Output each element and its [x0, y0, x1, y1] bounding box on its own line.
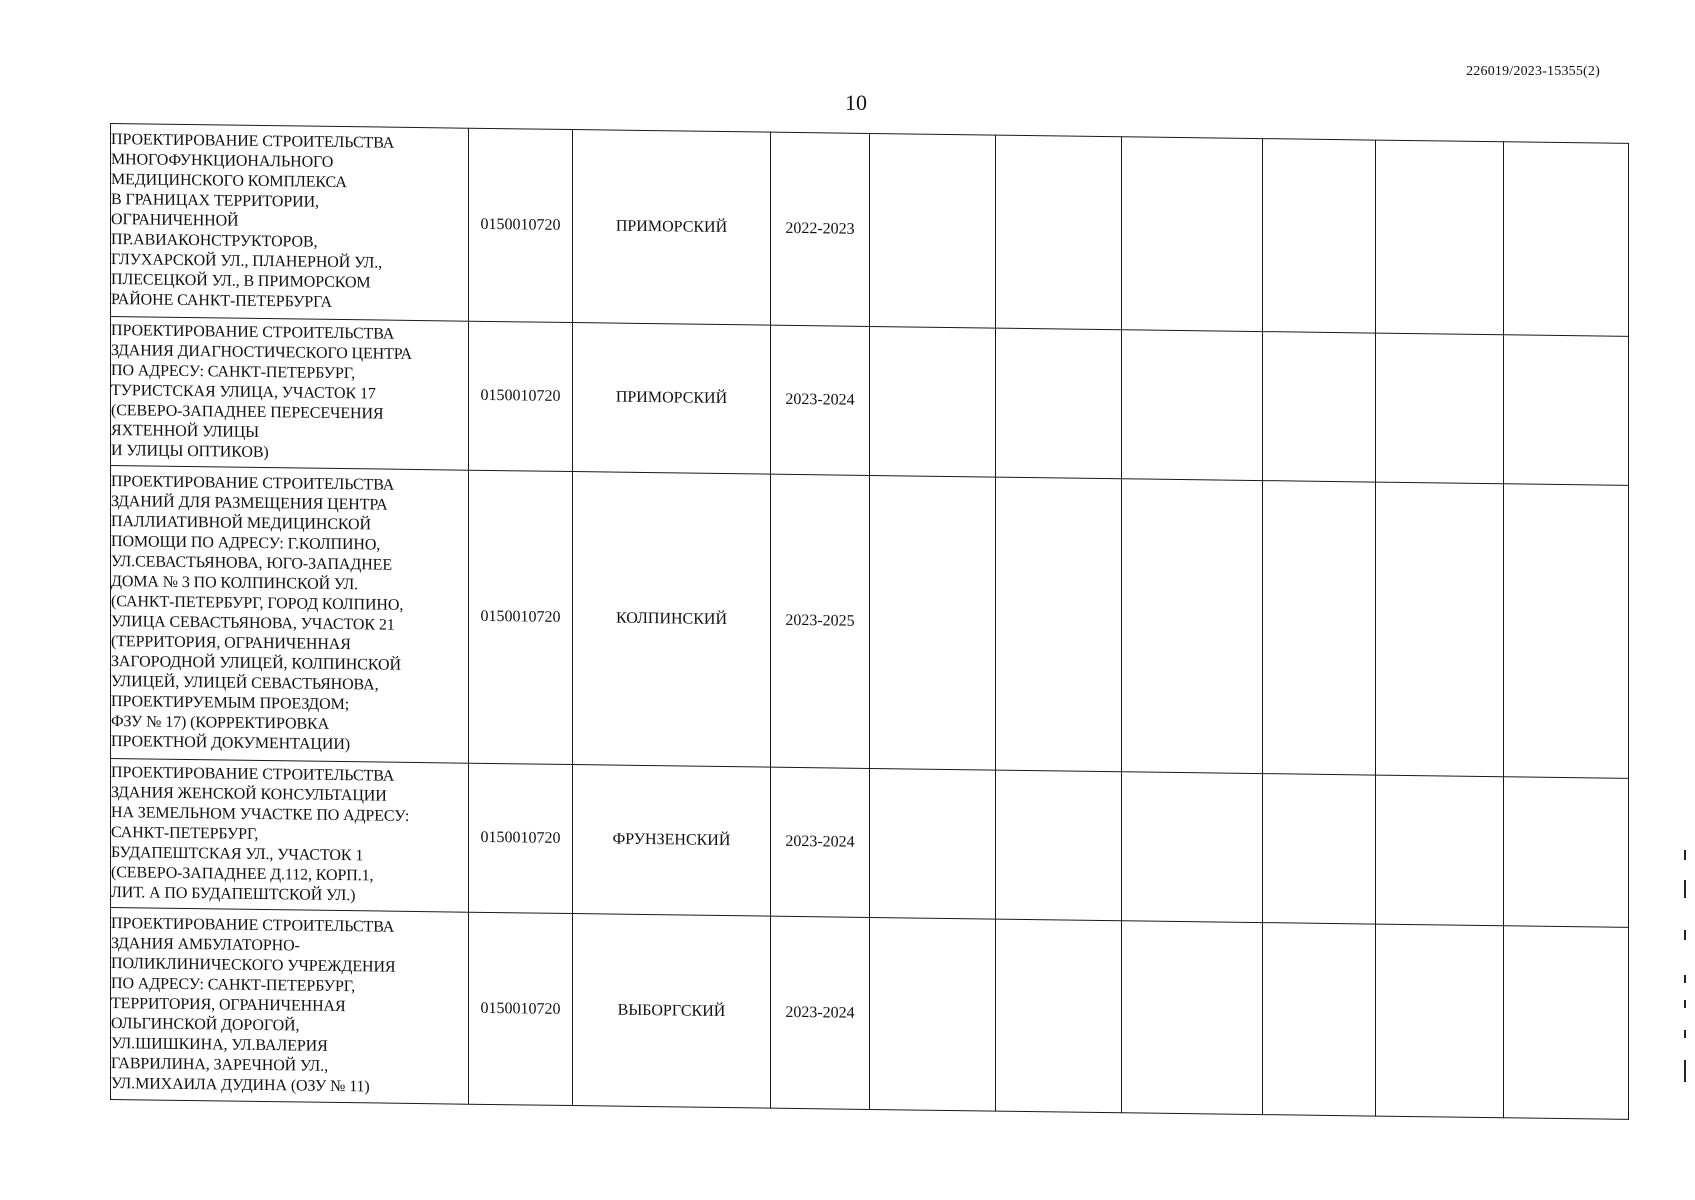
empty-cell: [1122, 330, 1263, 481]
empty-cell: [1504, 335, 1629, 486]
description-line: МЕДИЦИНСКОГО КОМПЛЕКСА: [111, 171, 347, 192]
description-line: ТУРИСТСКАЯ УЛИЦА, УЧАСТОК 17: [111, 382, 376, 403]
description-line: (СЕВЕРО-ЗАПАДНЕЕ ПЕРЕСЕЧЕНИЯ: [111, 402, 384, 423]
period-cell: 2023-2024: [771, 767, 870, 917]
description-line: ГЛУХАРСКОЙ УЛ., ПЛАНЕРНОЙ УЛ.,: [111, 251, 383, 272]
table-row: [111, 466, 1629, 779]
scan-edge-marks: [1684, 850, 1690, 1090]
empty-cell: [1263, 923, 1376, 1116]
budget-code-cell: 0150010720: [469, 128, 573, 322]
budget-code-cell: 0150010720: [469, 321, 573, 471]
description-line: ПРОЕКТИРОВАНИЕ СТРОИТЕЛЬСТВА: [111, 473, 395, 494]
description-line: В ГРАНИЦАХ ТЕРРИТОРИИ,: [111, 191, 319, 211]
district-cell: ФРУНЗЕНСКИЙ: [573, 765, 771, 917]
description-line: ПО АДРЕСУ: САНКТ-ПЕТЕРБУРГ,: [111, 974, 356, 995]
project-description-cell: [111, 317, 469, 471]
empty-cell: [1376, 924, 1504, 1118]
description-line: ПРОЕКТИРОВАНИЕ СТРОИТЕЛЬСТВА: [111, 914, 395, 936]
empty-cell: [1504, 777, 1629, 928]
table-row: [111, 124, 1629, 337]
period-cell: 2023-2024: [771, 325, 870, 475]
table-row: [111, 908, 1629, 1120]
description-line: ПРОЕКТИРОВАНИЕ СТРОИТЕЛЬСТВА: [111, 764, 395, 785]
description-line: ПЛЕСЕЦКОЙ УЛ., В ПРИМОРСКОМ: [111, 271, 371, 292]
description-line: ПО АДРЕСУ: САНКТ-ПЕТЕРБУРГ,: [111, 362, 356, 383]
projects-table: [110, 123, 1629, 1120]
project-description-cell: [111, 466, 469, 764]
empty-cell: [996, 919, 1122, 1113]
empty-cell: [1376, 775, 1504, 926]
table-body: [111, 124, 1629, 1120]
empty-cell: [996, 770, 1122, 921]
description-line: ОГРАНИЧЕННОЙ: [111, 211, 239, 230]
empty-cell: [996, 477, 1122, 772]
document-id: 226019/2023-15355(2): [1466, 64, 1600, 79]
scan-mark: [1684, 930, 1686, 940]
scan-mark: [1684, 850, 1686, 860]
empty-cell: [1122, 921, 1263, 1115]
description-line: (СЕВЕРО-ЗАПАДНЕЕ Д.112, КОРП.1,: [111, 864, 374, 885]
budget-code-cell: 0150010720: [469, 912, 573, 1105]
description-line: ПРОЕКТНОЙ ДОКУМЕНТАЦИИ): [111, 733, 351, 754]
period-cell: 2023-2025: [771, 474, 870, 768]
empty-cell: [1122, 137, 1263, 332]
description-line: ПРОЕКТИРУЕМЫМ ПРОЕЗДОМ;: [111, 693, 350, 714]
description-line: РАЙОНЕ САНКТ-ПЕТЕРБУРГА: [111, 291, 332, 311]
description-line: САНКТ-ПЕТЕРБУРГ,: [111, 824, 259, 843]
empty-cell: [1263, 774, 1376, 924]
description-line: УЛИЦЕЙ, УЛИЦЕЙ СЕВАСТЬЯНОВА,: [111, 673, 379, 694]
scan-mark: [1684, 1000, 1686, 1008]
district-cell: ПРИМОРСКИЙ: [573, 323, 771, 475]
project-description-cell: [111, 759, 469, 913]
scan-mark: [1684, 975, 1686, 983]
description-line: УЛИЦА СЕВАСТЬЯНОВА, УЧАСТОК 21: [111, 613, 395, 634]
description-line: ПР.АВИАКОНСТРУКТОРОВ,: [111, 231, 318, 251]
description-line: (САНКТ-ПЕТЕРБУРГ, ГОРОД КОЛПИНО,: [111, 593, 404, 614]
description-line: МНОГОФУНКЦИОНАЛЬНОГО: [111, 151, 334, 171]
description-line: ЯХТЕННОЙ УЛИЦЫ: [111, 422, 260, 441]
empty-cell: [1504, 142, 1629, 337]
description-line: НА ЗЕМЕЛЬНОМ УЧАСТКЕ ПО АДРЕСУ:: [111, 804, 410, 825]
district-cell: ВЫБОРГСКИЙ: [573, 914, 771, 1109]
empty-cell: [1122, 479, 1263, 774]
page-number: 10: [845, 90, 867, 115]
empty-cell: [870, 475, 996, 770]
description-line: ЗДАНИЯ ДИАГНОСТИЧЕСКОГО ЦЕНТРА: [111, 342, 413, 363]
empty-cell: [1263, 332, 1376, 482]
description-line: ЛИТ. А ПО БУДАПЕШТСКОЙ УЛ.): [111, 884, 356, 905]
description-line: УЛ.СЕВАСТЬЯНОВА, ЮГО-ЗАПАДНЕЕ: [111, 553, 392, 574]
description-line: УЛ.ШИШКИНА, УЛ.ВАЛЕРИЯ: [111, 1034, 328, 1055]
empty-cell: [1376, 140, 1504, 335]
period-cell: 2023-2024: [771, 916, 870, 1109]
project-description-cell: [111, 908, 469, 1105]
description-line: ЗДАНИЯ ЖЕНСКОЙ КОНСУЛЬТАЦИИ: [111, 784, 387, 805]
description-line: ЗДАНИЯ АМБУЛАТОРНО-: [111, 934, 300, 954]
project-description-cell: [111, 124, 469, 322]
description-line: ПАЛЛИАТИВНОЙ МЕДИЦИНСКОЙ: [111, 513, 371, 534]
scan-mark: [1684, 1030, 1686, 1038]
empty-cell: [996, 328, 1122, 479]
scan-mark: [1684, 880, 1686, 898]
description-line: ПОЛИКЛИНИЧЕСКОГО УЧРЕЖДЕНИЯ: [111, 954, 396, 976]
district-cell: ПРИМОРСКИЙ: [573, 130, 771, 326]
description-line: УЛ.МИХАИЛА ДУДИНА (ОЗУ № 11): [111, 1074, 370, 1095]
description-line: ТЕРРИТОРИЯ, ОГРАНИЧЕННАЯ: [111, 994, 346, 1015]
description-line: ЗДАНИЙ ДЛЯ РАЗМЕЩЕНИЯ ЦЕНТРА: [111, 493, 388, 514]
description-line: БУДАПЕШТСКАЯ УЛ., УЧАСТОК 1: [111, 844, 364, 865]
description-line: ОЛЬГИНСКОЙ ДОРОГОЙ,: [111, 1014, 300, 1034]
description-line: (ТЕРРИТОРИЯ, ОГРАНИЧЕННАЯ: [111, 633, 351, 654]
empty-cell: [1504, 484, 1629, 779]
period-cell: 2022-2023: [771, 132, 870, 326]
table-row: [111, 759, 1629, 928]
empty-cell: [1122, 772, 1263, 923]
description-line: ПРОЕКТИРОВАНИЕ СТРОИТЕЛЬСТВА: [111, 322, 395, 343]
empty-cell: [870, 768, 996, 919]
empty-cell: [1376, 482, 1504, 777]
description-line: ДОМА № 3 ПО КОЛПИНСКОЙ УЛ.: [111, 573, 359, 594]
budget-code-cell: 0150010720: [469, 470, 573, 764]
empty-cell: [1263, 481, 1376, 775]
budget-code-cell: 0150010720: [469, 763, 573, 913]
empty-cell: [870, 133, 996, 328]
description-line: ПРОЕКТИРОВАНИЕ СТРОИТЕЛЬСТВА: [111, 131, 395, 152]
description-line: ГАВРИЛИНА, ЗАРЕЧНОЙ УЛ.,: [111, 1054, 328, 1075]
table-row: [111, 317, 1629, 486]
district-cell: КОЛПИНСКИЙ: [573, 472, 771, 768]
description-line: ФЗУ № 17) (КОРРЕКТИРОВКА: [111, 713, 330, 733]
empty-cell: [1376, 333, 1504, 484]
empty-cell: [870, 917, 996, 1111]
description-line: ПОМОЩИ ПО АДРЕСУ: Г.КОЛПИНО,: [111, 533, 381, 554]
projects-table-wrapper: [110, 123, 1628, 1133]
scan-mark: [1684, 1060, 1686, 1082]
description-line: ЗАГОРОДНОЙ УЛИЦЕЙ, КОЛПИНСКОЙ: [111, 653, 401, 674]
empty-cell: [870, 326, 996, 477]
empty-cell: [1263, 139, 1376, 333]
empty-cell: [1504, 926, 1629, 1120]
description-line: И УЛИЦЫ ОПТИКОВ): [111, 442, 269, 462]
empty-cell: [996, 135, 1122, 330]
